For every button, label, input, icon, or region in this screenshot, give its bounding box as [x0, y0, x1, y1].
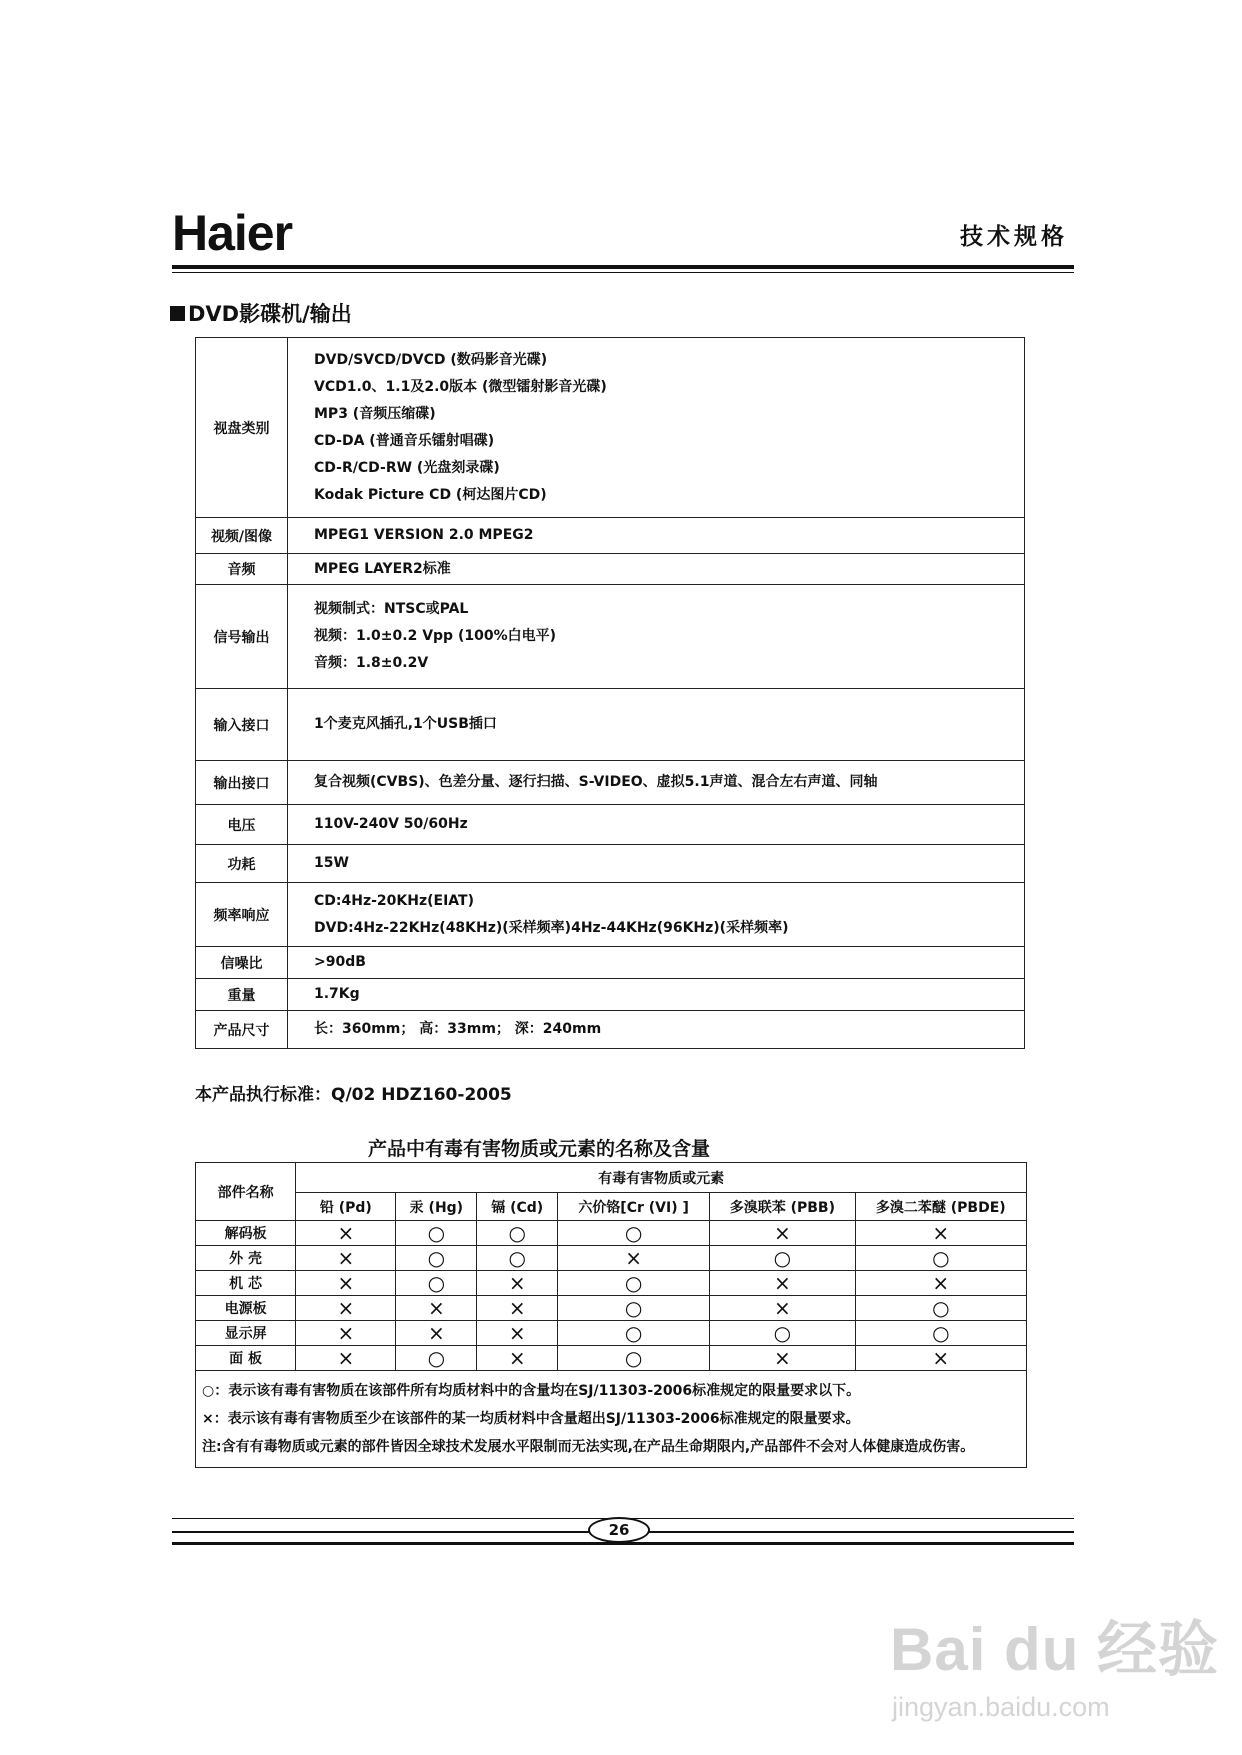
- spec-value: [288, 761, 1025, 805]
- circle-mark: ○: [396, 1221, 477, 1246]
- substance-header: 多溴二苯醚 (PBDE): [855, 1193, 1026, 1221]
- spec-row: [196, 883, 1025, 947]
- spec-value: [288, 585, 1025, 689]
- part-header: 部件名称: [196, 1163, 296, 1221]
- circle-mark: ○: [558, 1346, 710, 1371]
- spec-value-line: DVD/SVCD/DVCD (数码影音光碟): [314, 351, 548, 368]
- page-number: 26: [588, 1517, 650, 1543]
- circle-mark: ○: [558, 1296, 710, 1321]
- circle-mark: ○: [710, 1321, 856, 1346]
- cross-mark: ×: [296, 1246, 396, 1271]
- spec-label: 电压: [196, 805, 288, 845]
- cross-mark: ×: [396, 1321, 477, 1346]
- spec-value-line: 音频：1.8±0.2V: [314, 655, 429, 671]
- spec-label: 信噪比: [196, 947, 288, 979]
- spec-row: [196, 338, 1025, 518]
- hazard-note-line: ○：表示该有毒有害物质在该部件所有均质材料中的含量均在SJ/11303-2006标准规定的限量要求以下。: [202, 1383, 861, 1399]
- spec-value-line: CD-R/CD-RW (光盘刻录碟): [314, 459, 500, 476]
- spec-value-line: 长：360mm； 高：33mm； 深：240mm: [314, 1021, 602, 1037]
- spec-value: [288, 979, 1025, 1011]
- spec-value-line: MPEG1 VERSION 2.0 MPEG2: [314, 527, 534, 543]
- circle-mark: ○: [855, 1321, 1026, 1346]
- spec-value-line: 视频制式：NTSC或PAL: [314, 601, 469, 617]
- spec-label: 重量: [196, 979, 288, 1011]
- header-title: 技术规格: [960, 224, 1068, 250]
- header-rule-thin: [172, 272, 1074, 273]
- hazard-row: [196, 1321, 1027, 1346]
- circle-mark: ○: [558, 1271, 710, 1296]
- spec-value-line: MP3 (音频压缩碟): [314, 405, 436, 422]
- spec-value-line: CD-DA (普通音乐镭射唱碟): [314, 432, 495, 449]
- cross-mark: ×: [296, 1221, 396, 1246]
- spec-row: [196, 805, 1025, 845]
- spec-value: [288, 947, 1025, 979]
- hazard-table-title: 产品中有毒有害物质或元素的名称及含量: [368, 1138, 711, 1160]
- hazard-notes-row: [196, 1371, 1027, 1468]
- spec-value: [288, 845, 1025, 883]
- cross-mark: ×: [296, 1321, 396, 1346]
- spec-label: 功耗: [196, 845, 288, 883]
- spec-value-line: 视频：1.0±0.2 Vpp (100%白电平): [314, 628, 557, 644]
- cross-mark: ×: [477, 1296, 558, 1321]
- cross-mark: ×: [477, 1271, 558, 1296]
- spec-row: [196, 1011, 1025, 1049]
- group-header: 有毒有害物质或元素: [296, 1163, 1027, 1193]
- spec-row: [196, 761, 1025, 805]
- watermark-logo: Bai du 经验: [890, 1616, 1220, 1683]
- hazard-note-line: 注:含有有毒物质或元素的部件皆因全球技术发展水平限制而无法实现,在产品生命期限内,产品部件不会对人体健康造成伤害。: [202, 1439, 975, 1455]
- circle-mark: ○: [855, 1246, 1026, 1271]
- circle-mark: ○: [855, 1296, 1026, 1321]
- substance-header: 多溴联苯 (PBB): [710, 1193, 856, 1221]
- spec-row: [196, 585, 1025, 689]
- spec-value-line: 1.7Kg: [314, 986, 360, 1002]
- spec-label: 输出接口: [196, 761, 288, 805]
- spec-value-line: 15W: [314, 855, 349, 871]
- spec-value: [288, 518, 1025, 554]
- spec-value-line: VCD1.0、1.1及2.0版本 (微型镭射影音光碟): [314, 378, 607, 395]
- hazard-row: [196, 1346, 1027, 1371]
- cross-mark: ×: [710, 1271, 856, 1296]
- part-name: 电源板: [196, 1296, 296, 1321]
- circle-mark: ○: [477, 1246, 558, 1271]
- spec-row: [196, 689, 1025, 761]
- spec-label: 信号输出: [196, 585, 288, 689]
- cross-mark: ×: [558, 1246, 710, 1271]
- spec-value-line: 复合视频(CVBS)、色差分量、逐行扫描、S-VIDEO、虚拟5.1声道、混合左右声道、同轴: [314, 774, 878, 790]
- cross-mark: ×: [396, 1296, 477, 1321]
- circle-mark: ○: [396, 1346, 477, 1371]
- cross-mark: ×: [477, 1346, 558, 1371]
- substance-header: 六价铬[Cr (VI) ]: [558, 1193, 710, 1221]
- circle-mark: ○: [396, 1246, 477, 1271]
- hazard-row: [196, 1271, 1027, 1296]
- spec-value: [288, 805, 1025, 845]
- part-name: 解码板: [196, 1221, 296, 1246]
- spec-label: 频率响应: [196, 883, 288, 947]
- spec-value-line: 1个麦克风插孔,1个USB插口: [314, 716, 497, 732]
- section-title: DVD影碟机/输出: [170, 304, 352, 325]
- spec-value-line: >90dB: [314, 954, 366, 970]
- spec-row: [196, 845, 1025, 883]
- spec-table: [195, 337, 1025, 1049]
- cross-mark: ×: [710, 1296, 856, 1321]
- square-bullet-icon: [170, 306, 185, 321]
- cross-mark: ×: [296, 1296, 396, 1321]
- spec-label: 输入接口: [196, 689, 288, 761]
- spec-value: [288, 1011, 1025, 1049]
- cross-mark: ×: [855, 1271, 1026, 1296]
- substance-header: 镉 (Cd): [477, 1193, 558, 1221]
- spec-value: [288, 689, 1025, 761]
- part-name: 显示屏: [196, 1321, 296, 1346]
- cross-mark: ×: [296, 1346, 396, 1371]
- spec-label: 音频: [196, 554, 288, 585]
- spec-value-line: 110V-240V 50/60Hz: [314, 816, 468, 832]
- baidu-watermark: [890, 1616, 1220, 1722]
- hazard-row: [196, 1221, 1027, 1246]
- cross-mark: ×: [710, 1221, 856, 1246]
- hazard-note-line: ×：表示该有毒有害物质至少在该部件的某一均质材料中含量超出SJ/11303-2006标准规定的限量要求。: [202, 1411, 860, 1427]
- cross-mark: ×: [477, 1321, 558, 1346]
- cross-mark: ×: [855, 1221, 1026, 1246]
- circle-mark: ○: [558, 1321, 710, 1346]
- circle-mark: ○: [396, 1271, 477, 1296]
- haier-logo: Haier: [172, 205, 293, 261]
- spec-label: 产品尺寸: [196, 1011, 288, 1049]
- part-name: 面 板: [196, 1346, 296, 1371]
- part-name: 机 芯: [196, 1271, 296, 1296]
- circle-mark: ○: [477, 1221, 558, 1246]
- spec-label: 视盘类别: [196, 338, 288, 518]
- spec-row: [196, 554, 1025, 585]
- hazard-notes: [196, 1371, 1027, 1468]
- standard-text: 本产品执行标准：Q/02 HDZ160-2005: [195, 1085, 512, 1105]
- substance-header: 铅 (Pd): [296, 1193, 396, 1221]
- spec-row: [196, 947, 1025, 979]
- substance-header: 汞 (Hg): [396, 1193, 477, 1221]
- spec-value: [288, 883, 1025, 947]
- hazard-row: [196, 1246, 1027, 1271]
- spec-value-line: Kodak Picture CD (柯达图片CD): [314, 486, 547, 503]
- circle-mark: ○: [710, 1246, 856, 1271]
- spec-value-line: DVD:4Hz-22KHz(48KHz)(采样频率)4Hz-44KHz(96KHz)(采样频率): [314, 919, 789, 936]
- spec-row: [196, 518, 1025, 554]
- spec-value-line: MPEG LAYER2标准: [314, 560, 451, 577]
- circle-mark: ○: [558, 1221, 710, 1246]
- hazard-table: [195, 1162, 1027, 1468]
- cross-mark: ×: [710, 1346, 856, 1371]
- spec-value: [288, 338, 1025, 518]
- spec-value-line: CD:4Hz-20KHz(EIAT): [314, 892, 474, 909]
- part-name: 外 壳: [196, 1246, 296, 1271]
- spec-value: [288, 554, 1025, 585]
- spec-label: 视频/图像: [196, 518, 288, 554]
- header-rule: [172, 265, 1074, 269]
- cross-mark: ×: [296, 1271, 396, 1296]
- watermark-url: jingyan.baidu.com: [892, 1692, 1110, 1722]
- cross-mark: ×: [855, 1346, 1026, 1371]
- hazard-row: [196, 1296, 1027, 1321]
- spec-row: [196, 979, 1025, 1011]
